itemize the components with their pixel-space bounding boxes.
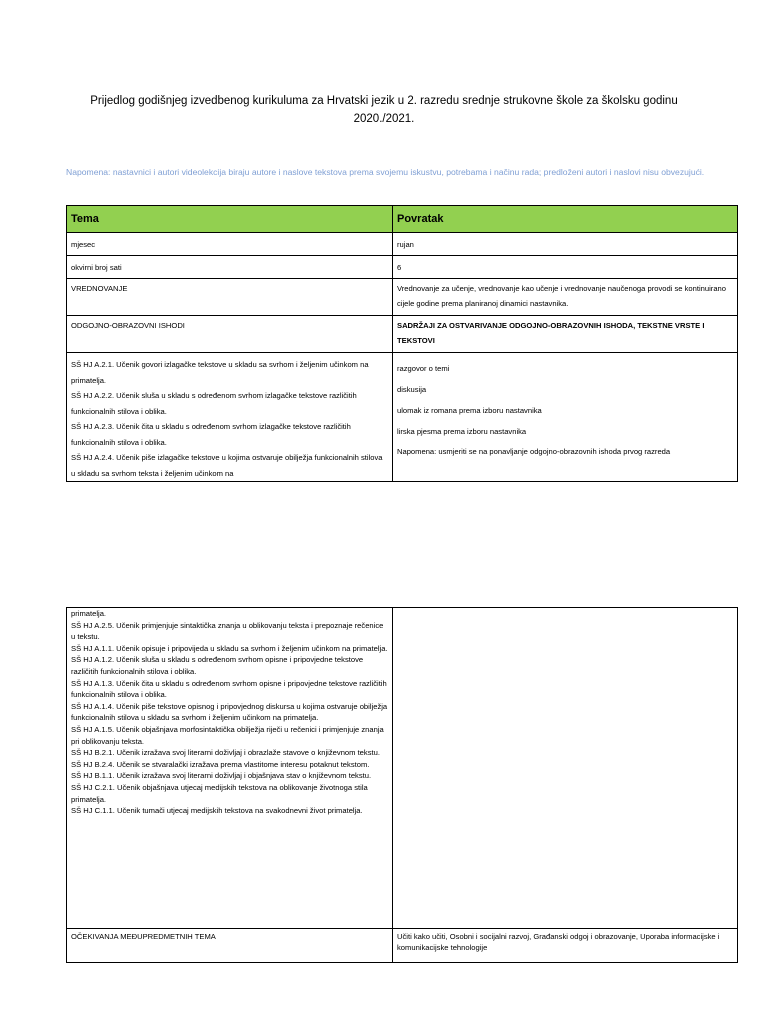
- crosscurricular-value: Učiti kako učiti, Osobni i socijalni razvoj, Građanski odgoj i obrazovanje, Uporaba informacijske i komunikacijske tehnologije: [393, 929, 738, 963]
- month-row: [67, 233, 738, 256]
- hours-row: [67, 256, 738, 279]
- outcome-item: SŠ HJ A.1.1. Učenik opisuje i pripovijeda u skladu sa svrhom i željenim učinkom na primatelja.: [71, 643, 388, 653]
- month-value: rujan: [393, 233, 738, 256]
- contents-continued-cell: [393, 608, 738, 929]
- outcome-item: SŠ HJ A.1.3. Učenik čita u skladu s određenom svrhom opisne i pripovjedne tekstove različitih funkcionalnih stilova i oblika.: [71, 678, 387, 700]
- content-item: diskusija: [397, 385, 427, 394]
- outcomes-label: ODGOJNO-OBRAZOVNI ISHODI: [67, 316, 393, 353]
- outcome-item: SŠ HJ A.2.1. Učenik govori izlagačke tekstove u skladu sa svrhom i željenim učinkom na primatelja.: [71, 360, 369, 385]
- outcome-item: primatelja.: [71, 609, 107, 618]
- outcome-item: SŠ HJ A.1.2. Učenik sluša u skladu s određenom svrhom opisne i pripovjedne tekstove različitih funkcionalnih stilova i oblika.: [71, 655, 364, 676]
- crosscurricular-row: [67, 929, 738, 963]
- header-tema: Tema: [67, 206, 393, 233]
- document-title: [60, 92, 708, 128]
- content-item: razgovor o temi: [397, 364, 450, 373]
- evaluation-row: [67, 279, 738, 316]
- title-line-1: Prijedlog godišnjeg izvedbenog kurikuluma za Hrvatski jezik u 2. razredu srednje strukovne škole za školsku godinu: [90, 95, 678, 107]
- title-line-2: 2020./2021.: [353, 113, 415, 125]
- outcome-item: SŠ HJ B.2.1. Učenik izražava svoj literarni doživljaj i obrazlaže stavove o književnom tekstu.: [71, 748, 380, 758]
- outcome-item: SŠ HJ A.2.4. Učenik piše izlagačke tekstove u kojima ostvaruje obilježja funkcionalnih stilova u skladu sa svrhom teksta i željenim učinkom na: [71, 453, 383, 478]
- outcomes-cell: [67, 353, 393, 482]
- contents-cell: [393, 353, 738, 482]
- intro-note: Napomena: nastavnici i autori videolekcija biraju autore i naslove tekstova prema svojemu iskustvu, potrebama i načinu rada; predloženi autori i naslovi nisu obvezujući.: [66, 167, 705, 177]
- header-povratak: Povratak: [393, 206, 738, 233]
- hours-value: 6: [393, 256, 738, 279]
- crosscurricular-label: OČEKIVANJA MEĐUPREDMETNIH TEMA: [67, 929, 393, 963]
- evaluation-label: VREDNOVANJE: [67, 279, 393, 316]
- contents-note: Napomena: usmjeriti se na ponavljanje odgojno-obrazovnih ishoda prvog razreda: [397, 447, 671, 456]
- outcome-item: SŠ HJ C.1.1. Učenik tumači utjecaj medijskih tekstova na svakodnevni život primatelja.: [71, 806, 363, 816]
- outcomes-continued-cell: [67, 608, 393, 929]
- outcome-item: SŠ HJ A.2.2. Učenik sluša u skladu s određenom svrhom izlagačke tekstove različitih funkcionalnih stilova i oblika.: [71, 391, 357, 416]
- content-item: ulomak iz romana prema izboru nastavnika: [397, 406, 542, 415]
- outcome-item: SŠ HJ B.1.1. Učenik izražava svoj literarni doživljaj i objašnjava stav o književnom tekstu.: [71, 771, 372, 781]
- outcome-item: SŠ HJ A.2.3. Učenik čita u skladu s određenom svrhom izlagačke tekstove različitih funkcionalnih stilova i oblika.: [71, 422, 351, 447]
- contents-label: SADRŽAJI ZA OSTVARIVANJE ODGOJNO-OBRAZOVNIH ISHODA, TEKSTNE VRSTE I TEKSTOVI: [393, 316, 738, 353]
- outcome-item: SŠ HJ A.2.5. Učenik primjenjuje sintaktička znanja u oblikovanju teksta i prepoznaje rečenice u tekstu.: [71, 620, 384, 642]
- outcomes-continued-row: [67, 608, 738, 929]
- outcomes-header-row: [67, 316, 738, 353]
- outcomes-row: [67, 353, 738, 482]
- hours-label: okvirni broj sati: [67, 256, 393, 279]
- outcome-item: SŠ HJ B.2.4. Učenik se stvaralački izražava prema vlastitome interesu potaknut tekstom.: [71, 759, 370, 769]
- outcome-item: SŠ HJ A.1.4. Učenik piše tekstove opisnog i pripovjednog diskursa u kojima ostvaruje obilježja funkcionalnih stilova u skladu sa svrhom i željenim učinkom na primatelja.: [71, 701, 388, 723]
- outcome-item: SŠ HJ C.2.1. Učenik objašnjava utjecaj medijskih tekstova na oblikovanje životnoga stila primatelja.: [71, 782, 368, 804]
- month-label: mjesec: [67, 233, 393, 256]
- curriculum-table-page2: [66, 607, 738, 963]
- curriculum-table-page1: [66, 205, 738, 482]
- evaluation-value: Vrednovanje za učenje, vrednovanje kao učenje i vrednovanje naučenoga provodi se kontinuirano cijele godine prema planiranoj dinamici nastavnika.: [393, 279, 738, 316]
- outcome-item: SŠ HJ A.1.5. Učenik objašnjava morfosintaktička obilježja riječi u rečenici i primjenjuje znanja pri oblikovanju teksta.: [71, 724, 384, 746]
- content-item: lirska pjesma prema izboru nastavnika: [397, 427, 527, 436]
- table-header-row: [67, 206, 738, 233]
